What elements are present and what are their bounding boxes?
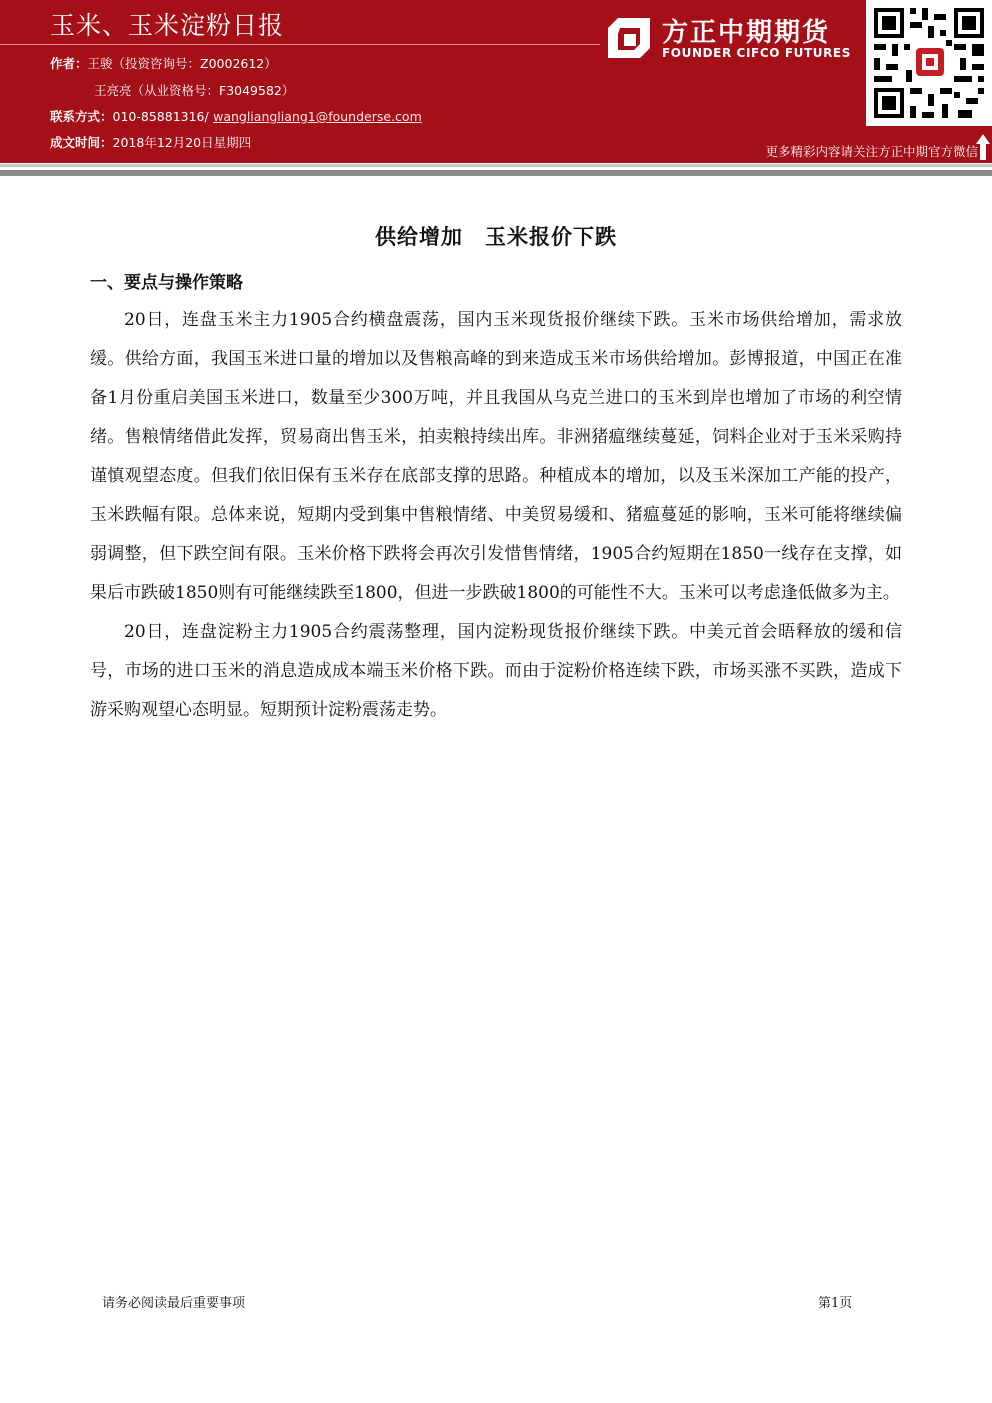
author-2: 王亮亮（从业资格号：F3049582） [94,83,295,98]
contact-line [50,107,422,125]
article-body [90,301,902,730]
brand-name-cn: 方正中期期货 [662,18,831,48]
date-line [50,133,251,151]
author-label: 作者： [50,56,88,71]
report-header [0,0,992,163]
qr-code-icon[interactable] [866,0,992,126]
footer-notice: 请务必阅读最后重要事项 [102,1296,246,1311]
date-value: 2018年12月20日星期四 [112,135,252,150]
author-line-1 [50,54,277,72]
paragraph-corn: 20日，连盘玉米主力1905合约横盘震荡，国内玉米现货报价继续下跌。玉米市场供给增加，需求放缓。供给方面，我国玉米进口量的增加以及售粮高峰的到来造成玉米市场供给增加。彭博报道，中国正在准备1月份重启美国玉米进口，数量至少300万吨，并且我国从乌克兰进口的玉米到岸也增加了市场的利空情绪。售粮情绪借此发挥，贸易商出售玉米，拍卖粮持续出库。非洲猪瘟继续蔓延，饲料企业对于玉米采购持谨慎观望态度。但我们依旧保有玉米存在底部支撑的思路。种植成本的增加，以及玉米深加工产能的投产，玉米跌幅有限。总体来说，短期内受到集中售粮情绪、中美贸易缓和、猪瘟蔓延的影响，玉米可能将继续偏弱调整，但下跌空间有限。玉米价格下跌将会再次引发惜售情绪，1905合约短期在1850一线存在支撑，如果后市跌破1850则有可能继续跌至1800，但进一步跌破1800的可能性不大。玉米可以考虑逢低做多为主。 [90,310,902,603]
section-heading: 一、要点与操作策略 [90,273,243,293]
contact-phone: 010-85881316/ [112,109,209,124]
contact-label: 联系方式： [50,109,113,124]
title-divider [0,44,600,45]
author-1: 王骏（投资咨询号：Z0002612） [87,56,277,71]
author-line-2 [94,81,294,99]
founder-logo-icon [606,14,652,60]
header-underline [0,170,992,176]
paragraph-starch: 20日，连盘淀粉主力1905合约震荡整理，国内淀粉现货报价继续下跌。中美元首会晤释放的缓和信号，市场的进口玉米的消息造成成本端玉米价格下跌。而由于淀粉价格连续下跌，市场买涨不买跌，造成下游采购观望心态明显。短期预计淀粉震荡走势。 [90,622,902,720]
article-title: 供给增加 玉米报价下跌 [375,225,617,249]
header-underline-light [0,164,992,167]
up-arrow-icon [976,134,990,160]
page-number: 第1页 [818,1296,853,1311]
report-title: 玉米、玉米淀粉日报 [50,11,285,40]
brand-name-en: FOUNDER CIFCO FUTURES [662,46,851,60]
contact-email-link[interactable]: wangliangliang1@founderse.com [213,109,422,124]
follow-wechat-text: 更多精彩内容请关注方正中期官方微信 [765,144,978,159]
brand-logo [606,10,866,62]
date-label: 成文时间： [50,135,113,150]
